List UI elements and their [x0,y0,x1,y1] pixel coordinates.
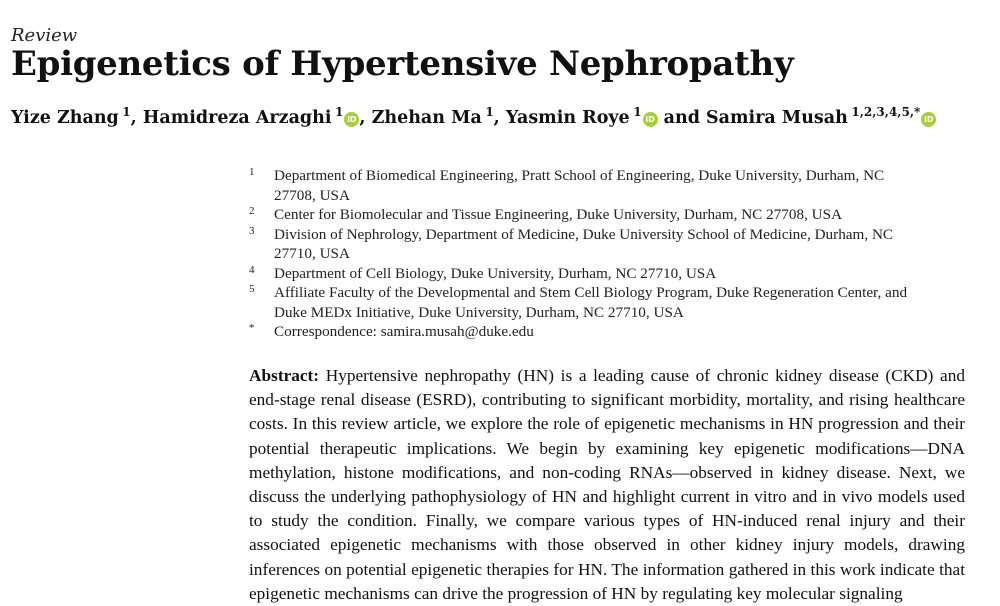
author-name: Yasmin Roye [505,108,630,128]
affiliation-number: 1 [249,166,255,178]
author-name: Yize Zhang [11,108,119,128]
author-name: Samira Musah [706,108,848,128]
affiliation-list [249,166,969,342]
affiliation-item [249,225,969,264]
article-type: Review [11,25,78,46]
author-name: Zhehan Ma [371,108,482,128]
author-affiliation-ref: 1 [633,105,642,119]
affiliation-item [249,264,969,284]
author-affiliation-ref: 1 [485,105,494,119]
orcid-icon[interactable]: iD [643,112,658,127]
affiliation-item [249,205,969,225]
abstract-text: Hypertensive nephropathy (HN) is a leading cause of chronic kidney disease (CKD) and end-stage renal disease (ESRD), contributing to significant morbidity, mortality, and rising healthcare costs. In this review article, we explore the role of epigenetic mechanisms in HN progression and their potential therapeutic implications. We begin by examining key epigenetic modifications—DNA methylation, histone modifications, and non-coding RNAs—observed in kidney disease. Next, we discuss the underlying pathophysiology of HN and highlight current in vitro and in vivo models used to study the condition. Finally, we compare various types of HN-induced renal injury and their associated epigenetic mechanisms with those observed in other kidney injury models, drawing inferences on potential epigenetic therapies for HN. The information gathered in this work indicate that epigenetic mechanisms can drive the progression of HN by regulating key molecular signaling [249,366,965,603]
affiliation-item [249,166,969,205]
correspondence-mark: * [249,322,255,334]
affiliation-text: Department of Cell Biology, Duke University, Durham, NC 27710, USA [274,264,717,282]
author-connector: and [663,108,700,128]
correspondence-text: Correspondence: samira.musah@duke.edu [274,323,534,340]
affiliation-number: 5 [249,283,255,295]
affiliation-text: Center for Biomolecular and Tissue Engineering, Duke University, Durham, NC 27708, USA [274,206,843,223]
author-affiliation-ref: 1 [122,105,131,119]
affiliation-text: Affiliate Faculty of the Developmental and Stem Cell Biology Program, Duke Regeneration Center, and Duke MEDx Initiative, Duke University, Durham, NC 27710, USA [274,284,908,321]
affiliation-number: 3 [249,224,255,237]
author [706,105,936,128]
orcid-icon[interactable]: iD [921,112,936,127]
affiliation-text: Department of Biomedical Engineering, Pratt School of Engineering, Duke University, Durham, NC 27708, USA [274,167,885,204]
author-list: Yize Zhang $^1$, Hamidreza Arzaghi $^1$iD , Zhehan Ma $^1$, Yasmin Roye $^1$iD and Samira Musah $^{1,2,3,4,5,*}$iD [11,108,936,128]
affiliation-text: Division of Nephrology, Department of Medicine, Duke University School of Medicine, Durham, NC 27710, USA [274,225,894,262]
article-title: Epigenetics of Hypertensive Nephropathy [11,44,794,84]
correspondence-mark: * [914,105,921,119]
abstract [249,364,965,606]
author [505,105,658,128]
author-affiliation-ref: 1,2,3,4,5,* [851,105,921,119]
author [11,105,131,128]
author [142,105,360,128]
author-affiliation-ref: 1 [335,105,344,119]
affiliation-number: 2 [249,205,255,217]
affiliation-item [249,283,969,322]
author [371,105,494,128]
correspondence-item [249,322,969,342]
orcid-icon[interactable]: iD [344,112,359,127]
abstract-label: Abstract: [249,366,320,385]
author-name: Hamidreza Arzaghi [142,108,332,128]
affiliation-number: 4 [249,263,255,276]
